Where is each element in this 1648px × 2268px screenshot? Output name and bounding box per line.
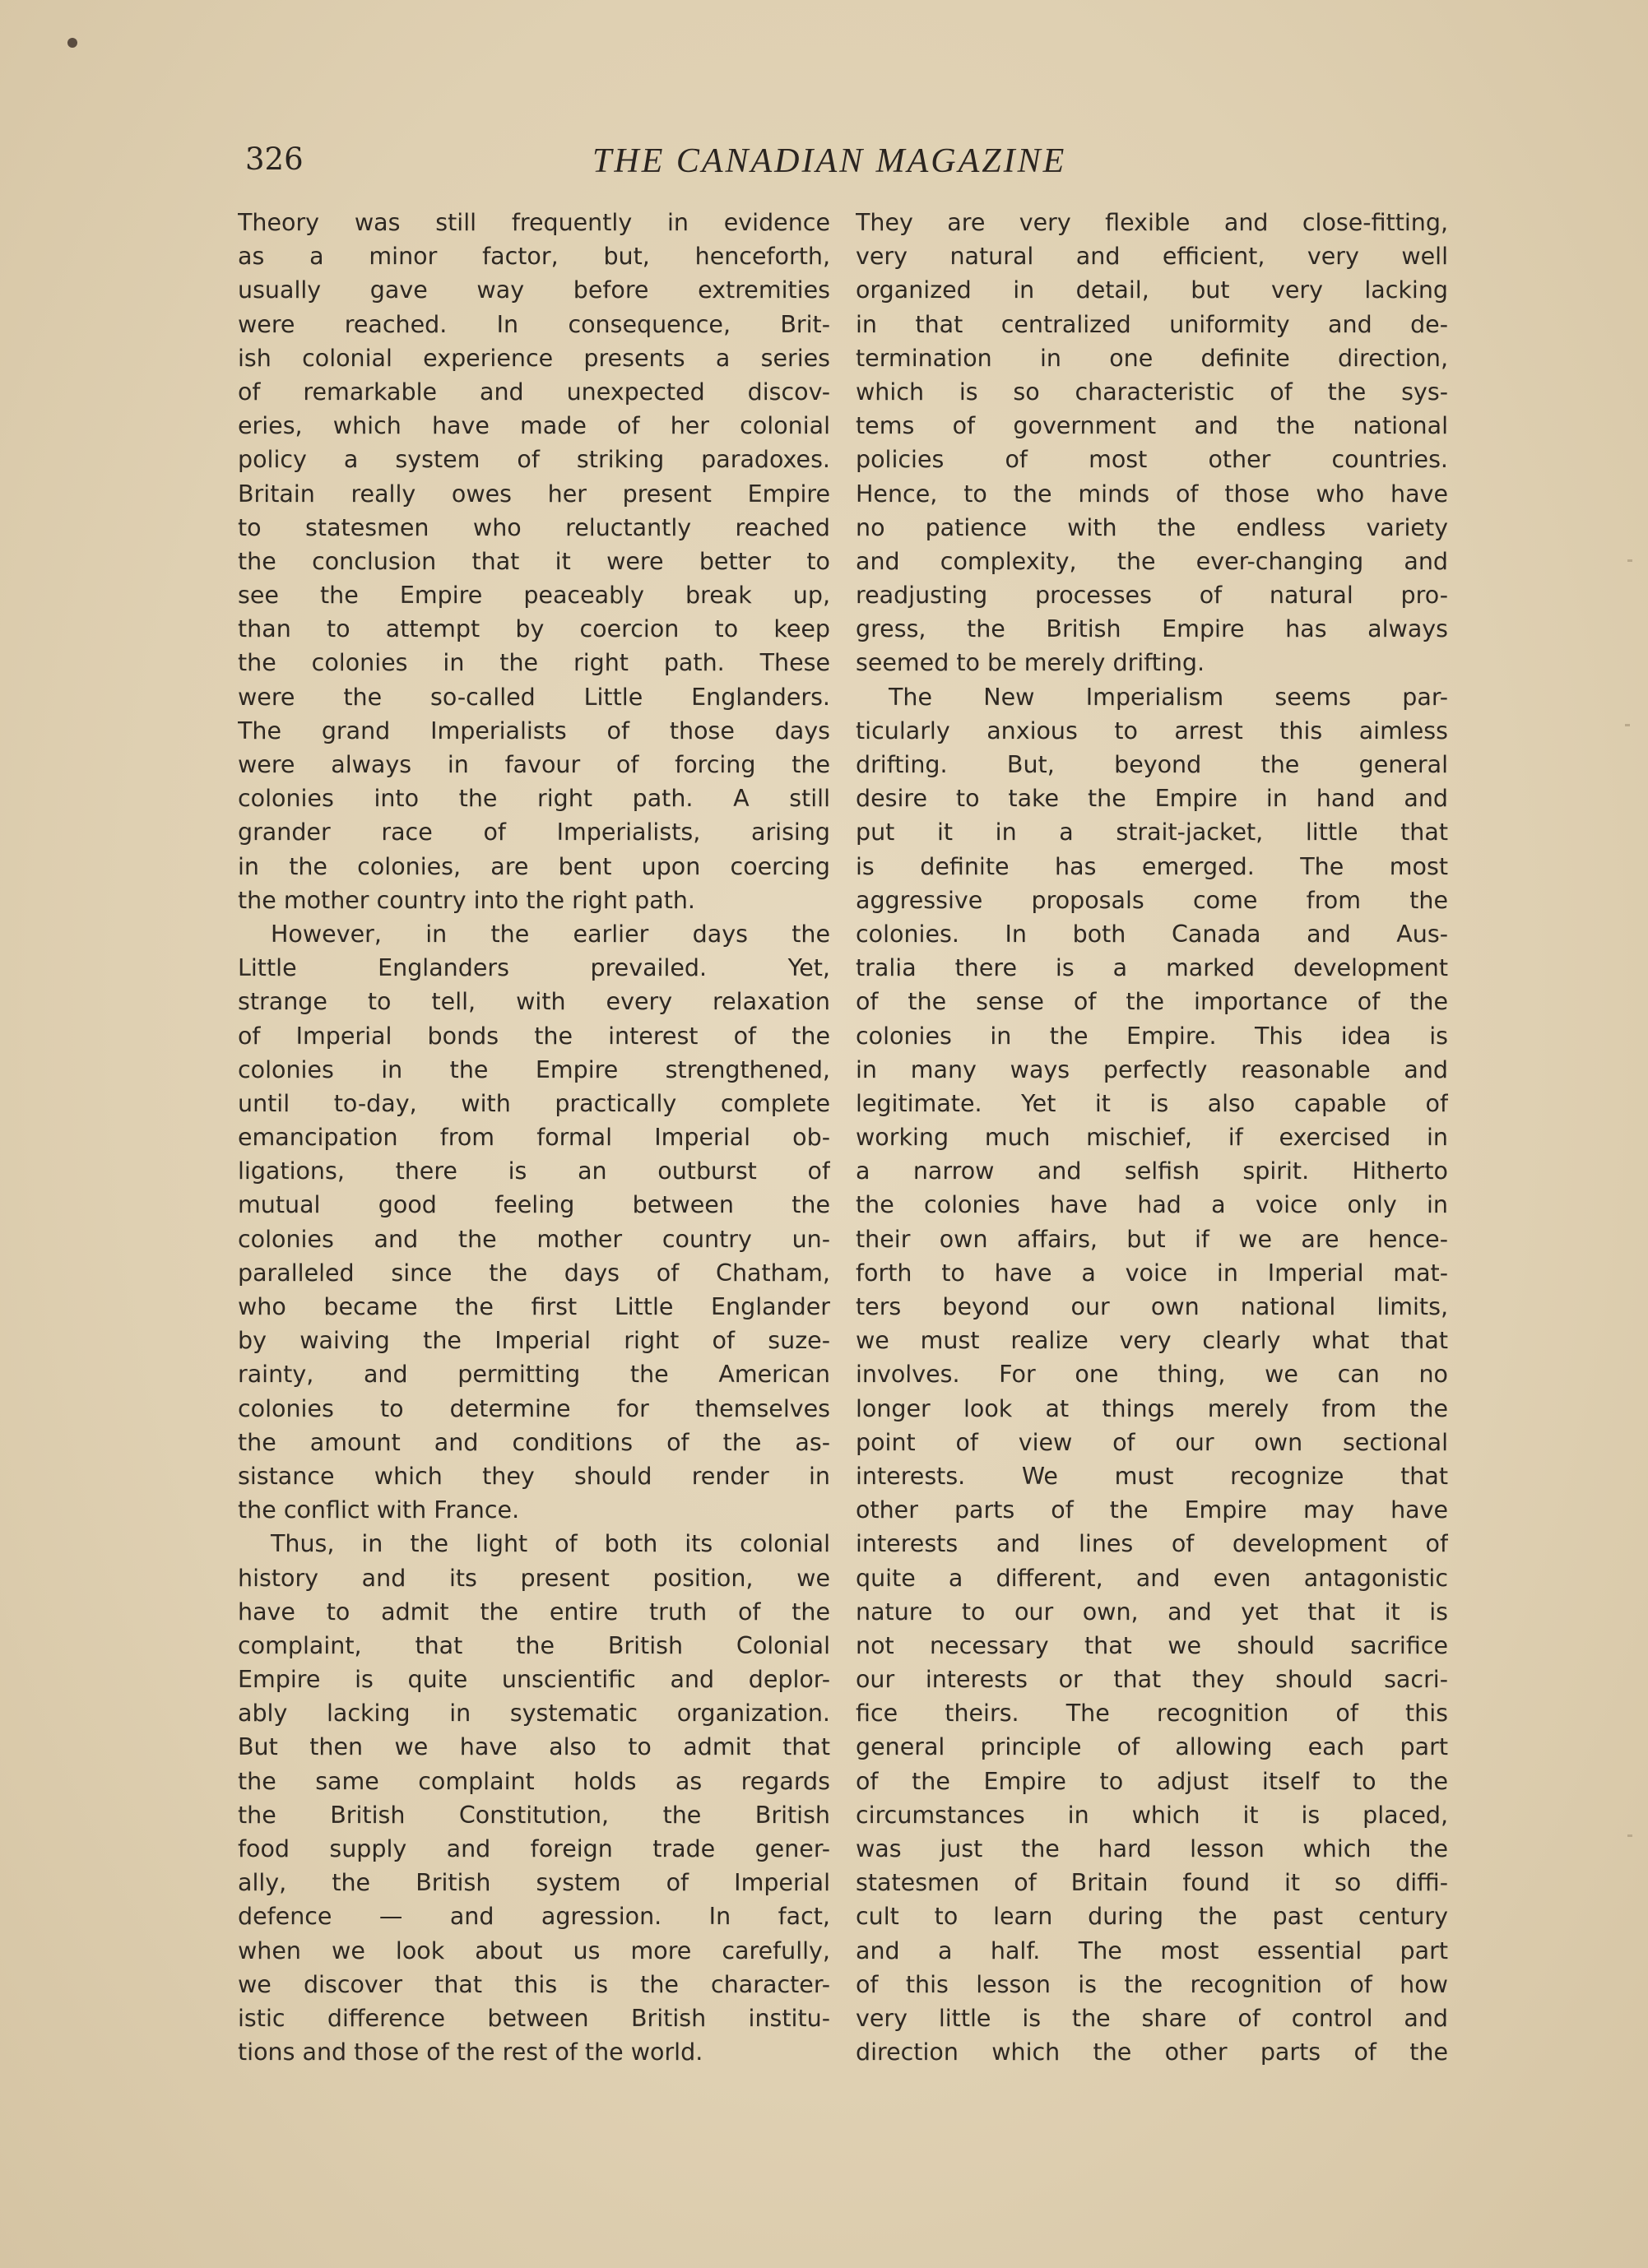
- text-line: the colonies in the right path. These: [238, 649, 830, 677]
- right-column: [856, 206, 1448, 2069]
- text-line: ligations, there is an outburst of: [238, 1157, 830, 1185]
- text-line: very natural and efficient, very well: [856, 243, 1448, 271]
- text-line: complaint, that the British Colonial: [238, 1631, 830, 1659]
- text-line: direction which the other parts of the: [856, 2038, 1448, 2066]
- text-line: interests and lines of development of: [856, 1530, 1448, 1558]
- text-line: ably lacking in systematic organization.: [238, 1700, 830, 1728]
- text-line: quite a different, and even antagonistic: [856, 1564, 1448, 1592]
- text-line: Little Englanders prevailed. Yet,: [238, 954, 830, 982]
- text-line: ticularly anxious to arrest this aimless: [856, 717, 1448, 744]
- text-line: not necessary that we should sacrifice: [856, 1631, 1448, 1659]
- text-line: of the sense of the importance of the: [856, 988, 1448, 1016]
- text-line: and complexity, the ever-changing and: [856, 547, 1448, 575]
- text-line: involves. For one thing, we can no: [856, 1361, 1448, 1389]
- text-line: we discover that this is the character-: [238, 1970, 830, 1998]
- text-line: nature to our own, and yet that it is: [856, 1598, 1448, 1626]
- text-line: general principle of allowing each part: [856, 1733, 1448, 1761]
- text-line: when we look about us more carefully,: [238, 1936, 830, 1964]
- text-line: istic difference between British institu-: [238, 2004, 830, 2032]
- text-line: grander race of Imperialists, arising: [238, 819, 830, 846]
- text-line: and a half. The most essential part: [856, 1936, 1448, 1964]
- text-line: the same complaint holds as regards: [238, 1767, 830, 1795]
- text-line: were the so-called Little Englanders.: [238, 683, 830, 711]
- text-line: were reached. In consequence, Brit-: [238, 310, 830, 338]
- text-line: The grand Imperialists of those days: [238, 717, 830, 744]
- margin-mark: [1625, 724, 1630, 726]
- text-line: colonies into the right path. A still: [238, 785, 830, 813]
- text-line: is definite has emerged. The most: [856, 852, 1448, 880]
- text-line: colonies and the mother country un-: [238, 1225, 830, 1253]
- text-line: were always in favour of forcing the: [238, 751, 830, 778]
- text-line: working much mischief, if exercised in: [856, 1124, 1448, 1152]
- text-line: But then we have also to admit that: [238, 1733, 830, 1761]
- text-line: the colonies have had a voice only in: [856, 1191, 1448, 1219]
- text-line: circumstances in which it is placed,: [856, 1801, 1448, 1829]
- page-number: 326: [245, 141, 304, 177]
- text-line: paralleled since the days of Chatham,: [238, 1259, 830, 1287]
- text-line: eries, which have made of her colonial: [238, 412, 830, 440]
- text-line: tralia there is a marked development: [856, 954, 1448, 982]
- text-line: colonies in the Empire strengthened,: [238, 1055, 830, 1083]
- text-line: our interests or that they should sacri-: [856, 1666, 1448, 1694]
- text-line: legitimate. Yet it is also capable of: [856, 1089, 1448, 1117]
- text-line: policy a system of striking paradoxes.: [238, 446, 830, 474]
- text-line: colonies in the Empire. This idea is: [856, 1022, 1448, 1050]
- margin-mark: [1627, 559, 1632, 562]
- text-line: the mother country into the right path.: [238, 886, 695, 914]
- text-line: Thus, in the light of both its colonial: [271, 1530, 830, 1558]
- text-line: tems of government and the national: [856, 412, 1448, 440]
- text-line: see the Empire peaceably break up,: [238, 582, 830, 610]
- text-line: the amount and conditions of the as-: [238, 1428, 830, 1456]
- text-line: colonies to determine for themselves: [238, 1394, 830, 1422]
- text-line: gress, the British Empire has always: [856, 615, 1448, 643]
- text-line: have to admit the entire truth of the: [238, 1598, 830, 1626]
- text-line: food supply and foreign trade gener-: [238, 1835, 830, 1862]
- text-line: readjusting processes of natural pro-: [856, 582, 1448, 610]
- text-line: Theory was still frequently in evidence: [238, 209, 830, 236]
- text-line: desire to take the Empire in hand and: [856, 785, 1448, 813]
- text-line: They are very flexible and close-fitting,: [856, 209, 1448, 236]
- text-line: of remarkable and unexpected discov-: [238, 378, 830, 406]
- text-line: strange to tell, with every relaxation: [238, 988, 830, 1016]
- text-line: Empire is quite unscientific and deplor-: [238, 1666, 830, 1694]
- text-line: emancipation from formal Imperial ob-: [238, 1124, 830, 1152]
- text-line: of Imperial bonds the interest of the: [238, 1022, 830, 1050]
- text-line: point of view of our own sectional: [856, 1428, 1448, 1456]
- text-line: of this lesson is the recognition of how: [856, 1970, 1448, 1998]
- text-line: the conflict with France.: [238, 1496, 520, 1524]
- text-line: Britain really owes her present Empire: [238, 480, 830, 508]
- text-line: rainty, and permitting the American: [238, 1361, 830, 1389]
- text-line: than to attempt by coercion to keep: [238, 615, 830, 643]
- text-line: ally, the British system of Imperial: [238, 1869, 830, 1897]
- text-line: put it in a strait-jacket, little that: [856, 819, 1448, 846]
- text-line: However, in the earlier days the: [271, 920, 830, 948]
- text-line: policies of most other countries.: [856, 446, 1448, 474]
- text-line: other parts of the Empire may have: [856, 1496, 1448, 1524]
- text-line: ish colonial experience presents a series: [238, 344, 830, 372]
- running-title: THE CANADIAN MAGAZINE: [592, 142, 1067, 180]
- text-line: sistance which they should render in: [238, 1462, 830, 1490]
- text-line: colonies. In both Canada and Aus-: [856, 920, 1448, 948]
- text-line: termination in one definite direction,: [856, 344, 1448, 372]
- text-line: history and its present position, we: [238, 1564, 830, 1592]
- text-line: very little is the share of control and: [856, 2004, 1448, 2032]
- text-line: by waiving the Imperial right of suze-: [238, 1327, 830, 1355]
- text-line: which is so characteristic of the sys-: [856, 378, 1448, 406]
- text-line: organized in detail, but very lacking: [856, 276, 1448, 304]
- text-line: statesmen of Britain found it so diffi-: [856, 1869, 1448, 1897]
- text-line: to statesmen who reluctantly reached: [238, 513, 830, 541]
- text-line: forth to have a voice in Imperial mat-: [856, 1259, 1448, 1287]
- text-line: cult to learn during the past century: [856, 1903, 1448, 1931]
- text-line: defence — and agression. In fact,: [238, 1903, 830, 1931]
- text-line: was just the hard lesson which the: [856, 1835, 1448, 1862]
- text-line: the British Constitution, the British: [238, 1801, 830, 1829]
- text-line: their own affairs, but if we are hence-: [856, 1225, 1448, 1253]
- text-line: in many ways perfectly reasonable and: [856, 1055, 1448, 1083]
- text-line: Hence, to the minds of those who have: [856, 480, 1448, 508]
- text-line: usually gave way before extremities: [238, 276, 830, 304]
- text-line: no patience with the endless variety: [856, 513, 1448, 541]
- text-line: who became the first Little Englander: [238, 1293, 830, 1320]
- text-line: in that centralized uniformity and de-: [856, 310, 1448, 338]
- text-line: drifting. But, beyond the general: [856, 751, 1448, 778]
- text-line: aggressive proposals come from the: [856, 886, 1448, 914]
- text-line: until to-day, with practically complete: [238, 1089, 830, 1117]
- page-header: [0, 141, 1648, 191]
- text-line: of the Empire to adjust itself to the: [856, 1767, 1448, 1795]
- text-line: in the colonies, are bent upon coercing: [238, 852, 830, 880]
- text-line: longer look at things merely from the: [856, 1394, 1448, 1422]
- text-line: the conclusion that it were better to: [238, 547, 830, 575]
- text-line: ters beyond our own national limits,: [856, 1293, 1448, 1320]
- text-line: interests. We must recognize that: [856, 1462, 1448, 1490]
- ink-spot: [67, 38, 77, 48]
- text-line: seemed to be merely drifting.: [856, 649, 1205, 677]
- text-line: mutual good feeling between the: [238, 1191, 830, 1219]
- text-line: The New Imperialism seems par-: [889, 683, 1448, 711]
- text-line: as a minor factor, but, henceforth,: [238, 243, 830, 271]
- text-line: we must realize very clearly what that: [856, 1327, 1448, 1355]
- text-line: tions and those of the rest of the world.: [238, 2038, 703, 2066]
- text-line: a narrow and selfish spirit. Hitherto: [856, 1157, 1448, 1185]
- text-line: fice theirs. The recognition of this: [856, 1700, 1448, 1728]
- margin-mark: [1627, 1834, 1632, 1837]
- left-column: [238, 206, 830, 2069]
